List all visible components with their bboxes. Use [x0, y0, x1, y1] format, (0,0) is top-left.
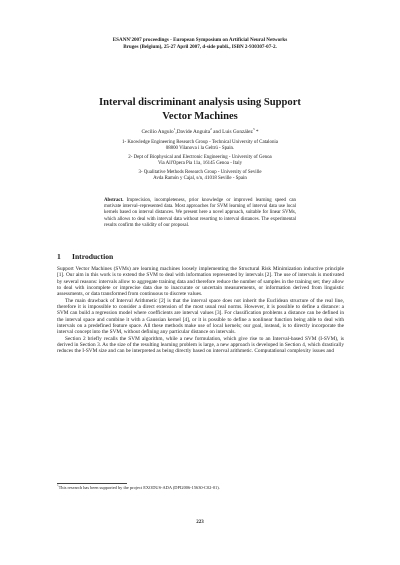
- affiliation-line: 08800 Vilanova i la Geltrú - Spain.: [165, 146, 235, 152]
- footnote: [57, 485, 344, 490]
- footnote-mark: *: [254, 129, 259, 135]
- title-line: Interval discriminant analysis using Support: [99, 97, 301, 108]
- abstract: [104, 198, 296, 229]
- affiliation-line: Via All'Opera Pia 11a, 16145 Genoa - Italy: [157, 161, 243, 167]
- affiliations: [0, 140, 400, 185]
- paper-title: [0, 96, 400, 123]
- section-title: Introduction: [72, 252, 114, 261]
- header-line: ESANN'2007 proceedings - European Symposium on Artificial Neural Networks: [112, 37, 288, 43]
- page-number: 223: [196, 520, 204, 525]
- section-number: 1: [57, 252, 61, 261]
- author-name: and Luis González: [211, 129, 253, 135]
- author-affil-mark: 3: [252, 127, 255, 132]
- footnote-rule: [57, 483, 127, 484]
- author-affil-mark: 2: [210, 127, 212, 132]
- affiliation-line: Avda Ramón y Cajal, s/n, 41018 Seville - Spain: [153, 176, 247, 182]
- affiliation-line: 2- Dept of Biophysical and Electronic Engineering - University of Genoa: [128, 155, 272, 160]
- author-name: ,Davide Anguita: [175, 129, 211, 135]
- paragraph: Support Vector Machines (SVMs) are learning machines loosely implementing the Structural Risk Minimization inductive principle [1]. Our aim in this work is to extend the SVM to deal with information represented by intervals [2]. The use of intervals is motivated by several reasons: intervals allow to aggregate training data and therefore reduce the number of samples in the training set; they allow to deal with incomplete or imprecise data due to inaccurate or uncertain measurements, or information derived from linguistic assessments, or data transformed from continuous to discrete values.: [57, 266, 344, 298]
- affiliation-line: 1- Knowledge Engineering Research Group - Technical University of Catalonia: [122, 140, 278, 145]
- paragraph: Section 2 briefly recalls the SVM algorithm, while a new formulation, which give rise to an Interval-based SVM (I-SVM), is derived in Section 3. As the size of the resulting learning problem is large, a new approach is developed in Section 4, which drastically reduces the I-SVM size and can be interpreted as being directly based on interval arithmetic. Computational complexity issues and: [57, 335, 344, 355]
- abstract-text: Imprecision, incompleteness, prior knowledge or improved learning speed can motivate interval–represented data. Most approaches for SVM learning of interval data use local kernels based on interval distances. We present here a novel approach, suitable for linear SVMs, which allows to deal with interval data without resorting to interval distances. The experimental results confirm the validity of our proposal.: [104, 198, 296, 228]
- affiliation: [0, 155, 400, 168]
- footnote-text: This research has been supported by the project EXODUS-ADA (DPI2006-15630-C02-01).: [58, 485, 220, 490]
- body-text: [57, 266, 344, 355]
- affiliation-line: 3- Qualitative Methods Research Group - University of Seville: [138, 170, 262, 175]
- author-name: Cecilio Angulo: [141, 129, 174, 135]
- paragraph: The main drawback of Interval Arithmetic [2] is that the interval space does not inherit the Euclidean structure of the real line, therefore it is impossible to consider a direct extension of the most usual real norms. However, it is possible to define a distance: a SVM can build a regression model where coefficients are interval values [3]. For classification problems a distance can be defined in the interval space and combine it with a Gaussian kernel [4], or it is possible to define a nonlinear function being able to deal with intervals on a predefined feature space. All these methods make use of local kernels; our goal, instead, is to directly incorporate the interval concept into the SVM, without defining any particular distance on intervals.: [57, 297, 344, 336]
- affiliation: [0, 140, 400, 153]
- affiliation: [0, 170, 400, 183]
- abstract-label: Abstract.: [104, 198, 124, 203]
- footnote-mark: *: [57, 483, 59, 488]
- author-affil-mark: 1: [173, 127, 176, 132]
- proceedings-header: [0, 37, 400, 50]
- title-line: Vector Machines: [162, 110, 238, 122]
- header-line: Bruges (Belgium), 25-27 April 2007, d-side publi., ISBN 2-930307-07-2.: [123, 43, 277, 50]
- section-heading: [57, 252, 113, 261]
- author-list: [0, 129, 400, 136]
